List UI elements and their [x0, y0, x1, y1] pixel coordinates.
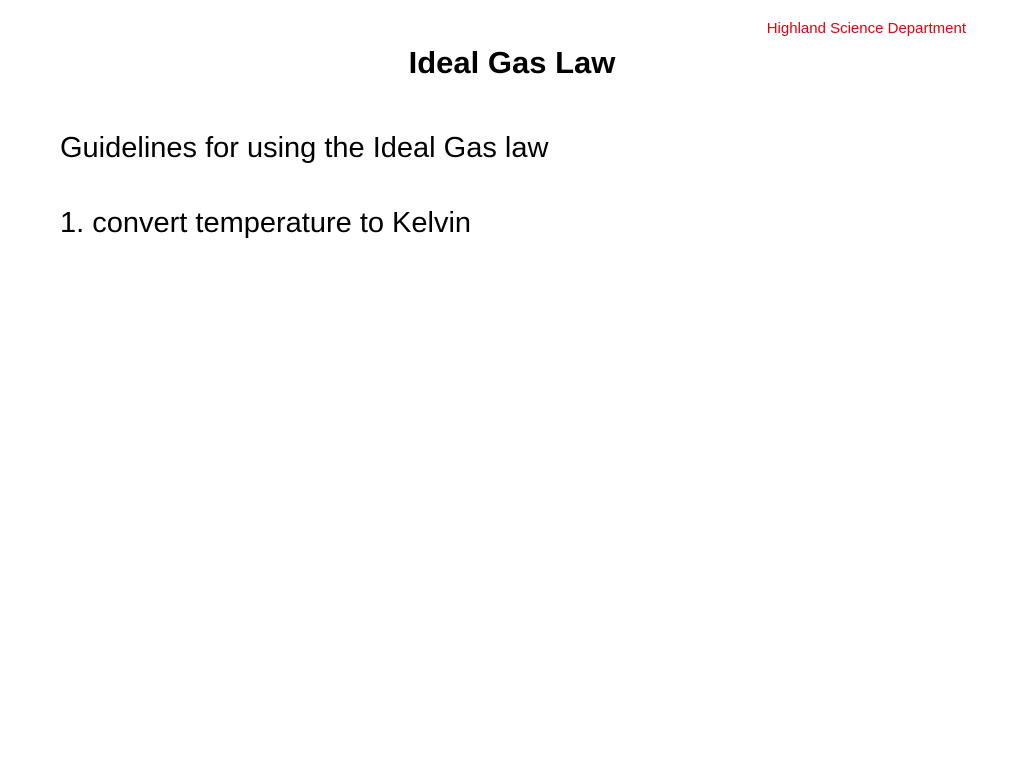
department-label: Highland Science Department [766, 20, 966, 37]
page-title: Ideal Gas Law [408, 45, 616, 80]
body-line-1: Guidelines for using the Ideal Gas law [60, 132, 549, 164]
body-line-2: 1. convert temperature to Kelvin [60, 207, 472, 239]
slide-body [60, 134, 960, 238]
